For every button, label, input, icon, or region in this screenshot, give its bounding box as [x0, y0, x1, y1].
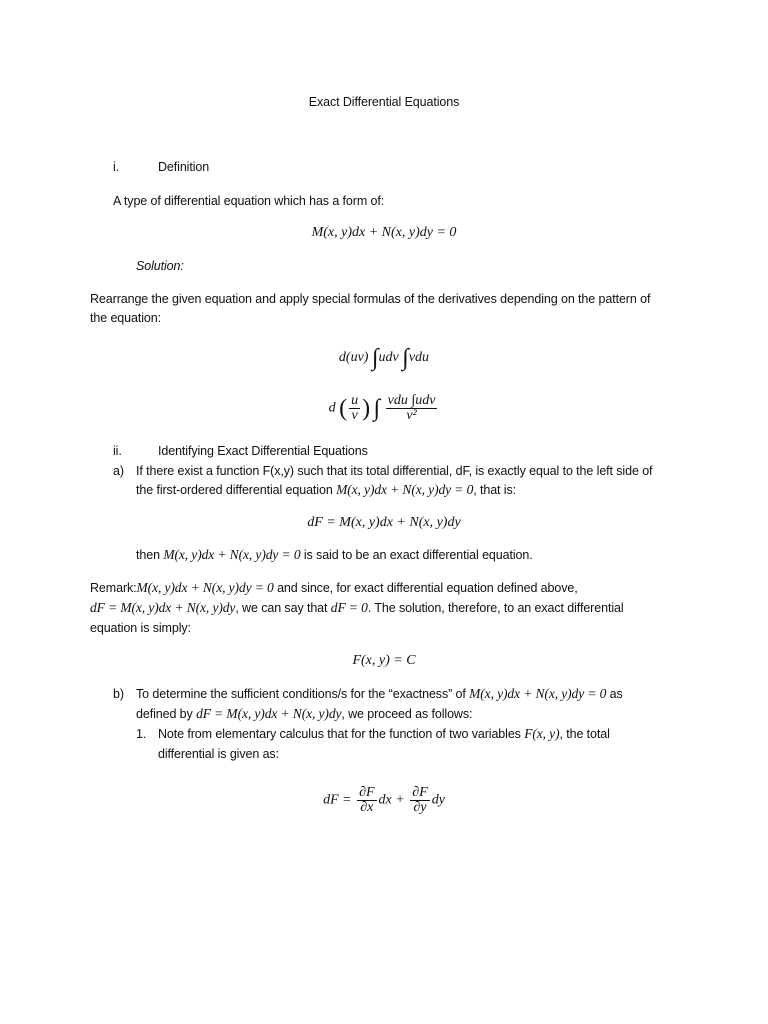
sub-item-label: 1.	[136, 727, 147, 741]
section-heading: Definition	[158, 160, 210, 174]
partial-fraction-y: $\frac{\partial F}{\partial y}$	[412, 785, 428, 815]
equation-total-differential: dF = $\frac{\partial F}{\partial x}$ dx + $\frac{\partial F}{\partial y}$ dy	[323, 785, 445, 815]
item-label: a)	[113, 464, 124, 478]
partial-fraction-x: $\frac{\partial F}{\partial x}$	[359, 785, 375, 815]
section-heading: Identifying Exact Differential Equations	[158, 444, 368, 458]
formula-product-int2: vdu	[408, 350, 430, 366]
quotient-uv-fraction: $\frac{u}{v}$	[351, 393, 359, 423]
equation-solution: F(x, y) = C	[352, 653, 416, 668]
sub-item-line-1: Note from elementary calculus that for the function of two variables F(x, y), the total	[158, 726, 610, 741]
item-label: b)	[113, 687, 124, 701]
formula-quotient: d ( $\frac{u}{v}$ ) ∫ $\frac{\text{vdu ∫udv}}{\text{v²}}$	[328, 393, 436, 423]
formula-product	[0, 345, 768, 371]
rearrange-line-2: the equation:	[90, 311, 161, 325]
equation-dF: dF = M(x, y)dx + N(x, y)dy	[307, 515, 461, 530]
item-a-line-2: the first-ordered differential equation M(x, y)dx + N(x, y)dy = 0, that is:	[136, 482, 516, 497]
integral-symbol: ∫	[371, 345, 379, 371]
sub-item-line-2: differential is given as:	[158, 747, 279, 761]
item-b-line-1: To determine the sufficient conditions/s for the “exactness” of M(x, y)dx + N(x, y)dy = 0 as	[136, 686, 623, 701]
integral-symbol: ∫	[373, 395, 381, 422]
then-line: then M(x, y)dx + N(x, y)dy = 0 is said to be an exact differential equation.	[136, 547, 533, 562]
section-number: ii.	[113, 444, 122, 458]
quotient-main-fraction: $\frac{\text{vdu ∫udv}}{\text{v²}}$	[387, 393, 436, 423]
rearrange-line-1: Rearrange the given equation and apply special formulas of the derivatives depending on the pattern of	[90, 292, 651, 306]
equation-form: M(x, y)dx + N(x, y)dy = 0	[311, 225, 457, 240]
section-number: i.	[113, 160, 120, 174]
formula-product-int1: udv	[378, 350, 399, 366]
formula-quotient-lhs: d	[328, 400, 336, 416]
remark-line-3: equation is simply:	[90, 621, 191, 635]
page-title: Exact Differential Equations	[308, 95, 460, 109]
solution-label: Solution:	[136, 259, 184, 273]
formula-product-lhs: d(uv)	[338, 350, 369, 366]
intro-text: A type of differential equation which has a form of:	[113, 194, 385, 208]
remark-line-1: Remark:M(x, y)dx + N(x, y)dy = 0 and since, for exact differential equation defined above,	[90, 580, 578, 595]
item-a-line-1: If there exist a function F(x,y) such that its total differential, dF, is exactly equal to the left side of	[136, 464, 653, 478]
remark-label: Remark:	[90, 581, 137, 595]
integral-symbol: ∫	[402, 345, 409, 371]
remark-line-2: dF = M(x, y)dx + N(x, y)dy, we can say that dF = 0. The solution, therefore, to an exact differential	[90, 600, 624, 615]
item-b-line-2: defined by dF = M(x, y)dx + N(x, y)dy, we proceed as follows:	[136, 706, 473, 721]
